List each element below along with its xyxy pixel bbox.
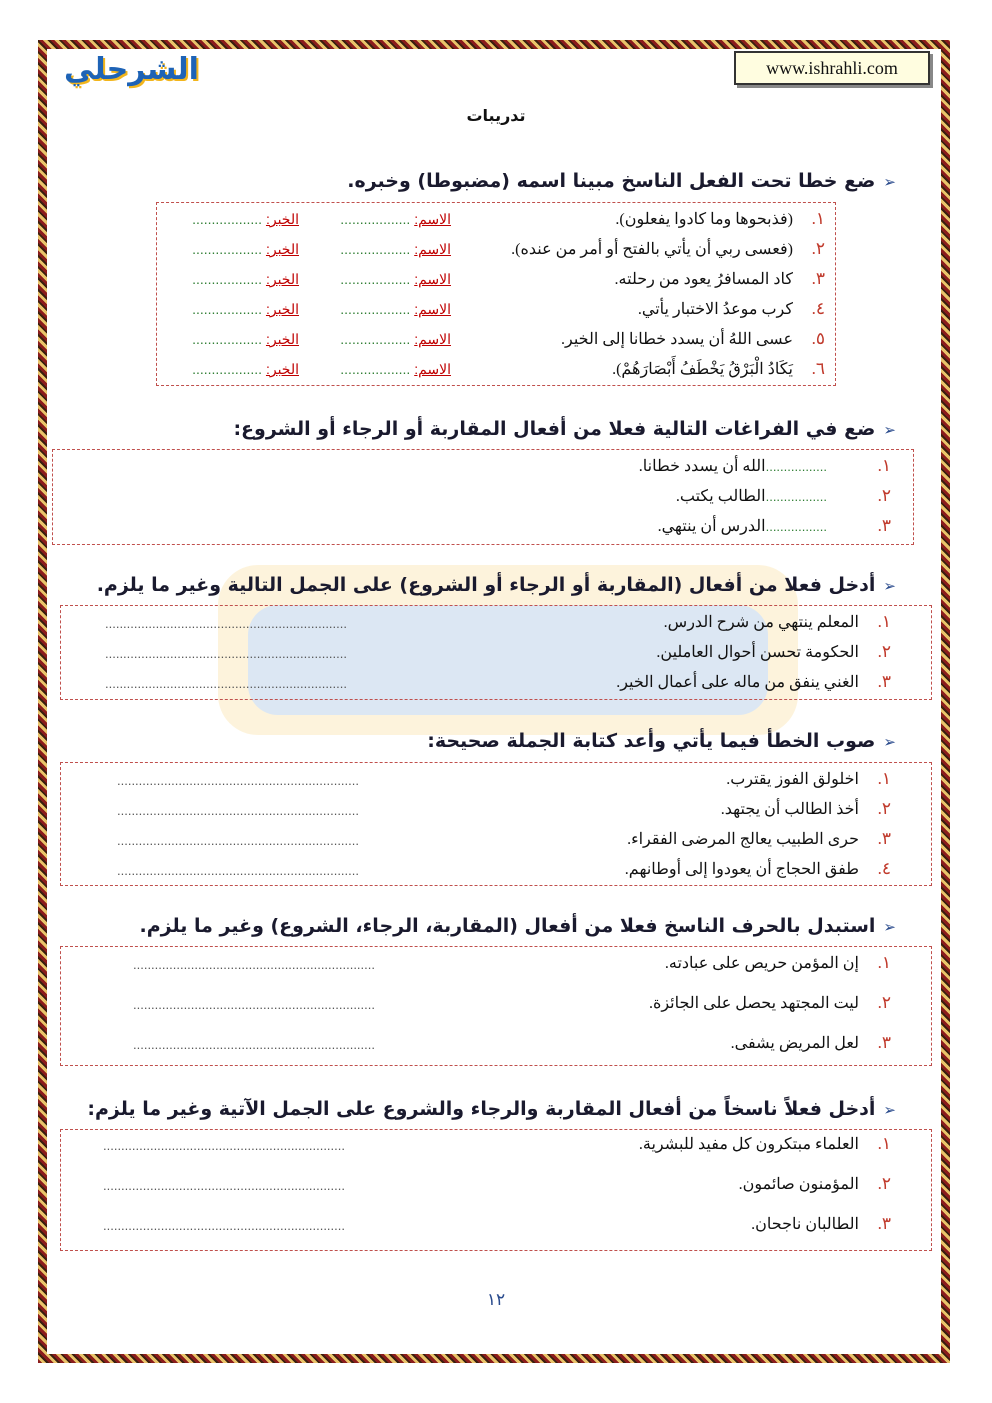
item-number: ٢.	[877, 799, 891, 818]
khabar-field[interactable]	[192, 331, 299, 348]
khabar-label: الخبر:	[265, 211, 299, 227]
item-number: ٤.	[811, 299, 825, 318]
table-row	[157, 327, 835, 357]
table-row	[61, 610, 931, 640]
table-row	[53, 454, 913, 484]
item-sentence: كاد المسافرُ يعود من رحلته.	[614, 271, 793, 288]
item-sentence: العلماء مبتكرون كل مفيد للبشرية.	[638, 1136, 859, 1153]
khabar-blank[interactable]: ..................	[192, 211, 263, 227]
table-row	[61, 767, 931, 797]
item-number: ٣.	[877, 516, 891, 535]
answer-blank[interactable]: .................	[765, 519, 827, 534]
table-row	[61, 1172, 931, 1202]
khabar-field[interactable]	[192, 241, 299, 258]
table-row	[61, 991, 931, 1021]
answer-line[interactable]: ...................................................................	[105, 646, 347, 661]
table-row	[157, 297, 835, 327]
answer-line[interactable]: ...................................................................	[105, 676, 347, 691]
ism-label: الاسم:	[414, 361, 451, 377]
ism-label: الاسم:	[414, 211, 451, 227]
item-number: ٣.	[811, 269, 825, 288]
answer-line[interactable]: ...................................................................	[103, 1218, 345, 1233]
ism-field[interactable]	[340, 241, 451, 258]
ism-label: الاسم:	[414, 301, 451, 317]
item-sentence: طفق الحجاج أن يعودوا إلى أوطانهم.	[624, 861, 859, 878]
answer-blank[interactable]: .................	[765, 459, 827, 474]
arrow-bullet-icon: ➢	[883, 918, 896, 936]
item-number: ٢.	[877, 642, 891, 661]
table-row	[61, 670, 931, 700]
khabar-blank[interactable]: ..................	[192, 241, 263, 257]
answer-line[interactable]: ...................................................................	[133, 997, 375, 1012]
table-row	[53, 484, 913, 514]
ex2-question: ➢ضع في الفراغات التالية فعلا من أفعال المقاربة أو الرجاء أو الشروع:	[233, 418, 896, 440]
ism-blank[interactable]: ..................	[340, 331, 411, 347]
item-number: ١.	[877, 769, 891, 788]
page-number: ١٢	[486, 1290, 506, 1310]
item-sentence: كرب موعدُ الاختبار يأتي.	[637, 301, 793, 318]
answer-line[interactable]: ...................................................................	[105, 616, 347, 631]
ex6-box	[60, 1129, 932, 1251]
item-sentence: يَكَادُ الْبَرْقُ يَخْطَفُ أَبْصَارَهُمْ).	[612, 361, 793, 378]
item-sentence	[639, 456, 827, 476]
table-row	[61, 827, 931, 857]
sentence-text: الطالب يكتب.	[675, 488, 766, 505]
khabar-label: الخبر:	[265, 301, 299, 317]
ex1-box	[156, 202, 836, 386]
ism-label: الاسم:	[414, 331, 451, 347]
item-number: ٢.	[811, 239, 825, 258]
item-number: ٤.	[877, 859, 891, 878]
table-row	[61, 857, 931, 887]
item-number: ١.	[811, 209, 825, 228]
item-sentence: لعل المريض يشفى.	[730, 1035, 859, 1052]
table-row	[61, 951, 931, 981]
khabar-blank[interactable]: ..................	[192, 301, 263, 317]
khabar-label: الخبر:	[265, 331, 299, 347]
item-sentence: المعلم ينتهي من شرح الدرس.	[663, 614, 859, 631]
ex1-question: ➢ضع خطا تحت الفعل الناسخ مبينا اسمه (مضبوطا) وخبره.	[347, 170, 896, 192]
khabar-label: الخبر:	[265, 241, 299, 257]
item-sentence: أخذ الطالب أن يجتهد.	[720, 801, 859, 818]
khabar-field[interactable]	[192, 271, 299, 288]
table-row	[157, 357, 835, 387]
item-sentence: اخلولق الفوز يقترب.	[726, 771, 859, 788]
arrow-bullet-icon: ➢	[883, 1101, 896, 1119]
item-number: ٦.	[811, 359, 825, 378]
item-number: ٢.	[877, 486, 891, 505]
item-sentence: الغني ينفق من ماله على أعمال الخير.	[616, 674, 859, 691]
item-number: ١.	[877, 612, 891, 631]
answer-line[interactable]: ...................................................................	[117, 833, 359, 848]
ex6-question: ➢أدخل فعلاً ناسخاً من أفعال المقاربة والرجاء والشروع على الجمل الآتية وغير ما يلزم:	[87, 1098, 896, 1120]
ism-blank[interactable]: ..................	[340, 211, 411, 227]
table-row	[157, 237, 835, 267]
ism-label: الاسم:	[414, 241, 451, 257]
page-title: تدريبات	[466, 106, 526, 125]
item-number: ٢.	[877, 993, 891, 1012]
sentence-text: الله أن يسدد خطانا.	[638, 458, 766, 475]
table-row	[61, 640, 931, 670]
table-row	[61, 1212, 931, 1242]
item-sentence: ليت المجتهد يحصل على الجائزة.	[648, 995, 859, 1012]
arrow-bullet-icon: ➢	[883, 577, 896, 595]
table-row	[157, 267, 835, 297]
ism-blank[interactable]: ..................	[340, 301, 411, 317]
item-number: ١.	[877, 1134, 891, 1153]
answer-line[interactable]: ...................................................................	[117, 773, 359, 788]
answer-blank[interactable]: .................	[765, 489, 827, 504]
answer-line[interactable]: ...................................................................	[103, 1178, 345, 1193]
ism-field[interactable]	[340, 361, 451, 378]
arrow-bullet-icon: ➢	[883, 733, 896, 751]
answer-line[interactable]: ...................................................................	[103, 1138, 345, 1153]
khabar-field[interactable]	[192, 301, 299, 318]
answer-line[interactable]: ...................................................................	[133, 1037, 375, 1052]
item-sentence: الحكومة تحسن أحوال العاملين.	[656, 644, 859, 661]
ism-field[interactable]	[340, 271, 451, 288]
answer-line[interactable]: ...................................................................	[117, 803, 359, 818]
item-number: ٣.	[877, 1033, 891, 1052]
ism-field[interactable]	[340, 211, 451, 228]
table-row	[157, 207, 835, 237]
ex5-question: ➢استبدل بالحرف الناسخ فعلا من أفعال (المقاربة، الرجاء، الشروع) وغير ما يلزم.	[139, 915, 896, 937]
khabar-label: الخبر:	[265, 361, 299, 377]
item-sentence: الطالبان ناجحان.	[751, 1216, 859, 1233]
item-sentence: (فذبحوها وما كادوا يفعلون).	[615, 211, 793, 228]
item-sentence: حرى الطبيب يعالج المرضى الفقراء.	[627, 831, 859, 848]
table-row	[61, 1132, 931, 1162]
item-number: ٥.	[811, 329, 825, 348]
site-logo: الشرحلي	[64, 52, 199, 87]
site-url[interactable]: www.ishrahli.com	[734, 51, 930, 85]
ism-blank[interactable]: ..................	[340, 361, 411, 377]
arrow-bullet-icon: ➢	[883, 421, 896, 439]
ex2-box	[52, 449, 914, 545]
khabar-blank[interactable]: ..................	[192, 331, 263, 347]
khabar-label: الخبر:	[265, 271, 299, 287]
khabar-blank[interactable]: ..................	[192, 361, 263, 377]
answer-line[interactable]: ...................................................................	[117, 863, 359, 878]
ism-label: الاسم:	[414, 271, 451, 287]
ism-field[interactable]	[340, 301, 451, 318]
ism-blank[interactable]: ..................	[340, 271, 411, 287]
item-sentence	[658, 516, 827, 536]
table-row	[53, 514, 913, 544]
ism-blank[interactable]: ..................	[340, 241, 411, 257]
ism-field[interactable]	[340, 331, 451, 348]
ex5-box	[60, 946, 932, 1066]
arrow-bullet-icon: ➢	[883, 173, 896, 191]
item-number: ٣.	[877, 829, 891, 848]
item-sentence: عسى اللهُ أن يسدد خطانا إلى الخير.	[561, 331, 793, 348]
sentence-text: الدرس أن ينتهي.	[657, 518, 766, 535]
ex3-box	[60, 605, 932, 700]
item-sentence: (فعسى ربي أن يأتي بالفتح أو أمر من عنده).	[511, 241, 793, 258]
khabar-field[interactable]	[192, 361, 299, 378]
answer-line[interactable]: ...................................................................	[133, 957, 375, 972]
item-number: ٣.	[877, 672, 891, 691]
ex4-question: ➢صوب الخطأ فيما يأتي وأعد كتابة الجملة صحيحة:	[427, 730, 896, 752]
item-sentence: إن المؤمن حريص على عبادته.	[664, 955, 859, 972]
khabar-field[interactable]	[192, 211, 299, 228]
item-number: ١.	[877, 456, 891, 475]
khabar-blank[interactable]: ..................	[192, 271, 263, 287]
ex3-question: ➢أدخل فعلا من أفعال (المقاربة أو الرجاء أو الشروع) على الجمل التالية وغير ما يلزم.	[96, 574, 896, 596]
table-row	[61, 797, 931, 827]
item-number: ١.	[877, 953, 891, 972]
table-row	[61, 1031, 931, 1061]
item-number: ٢.	[877, 1174, 891, 1193]
ex4-box	[60, 762, 932, 886]
item-sentence: المؤمنون صائمون.	[738, 1176, 859, 1193]
item-number: ٣.	[877, 1214, 891, 1233]
item-sentence	[676, 486, 827, 506]
